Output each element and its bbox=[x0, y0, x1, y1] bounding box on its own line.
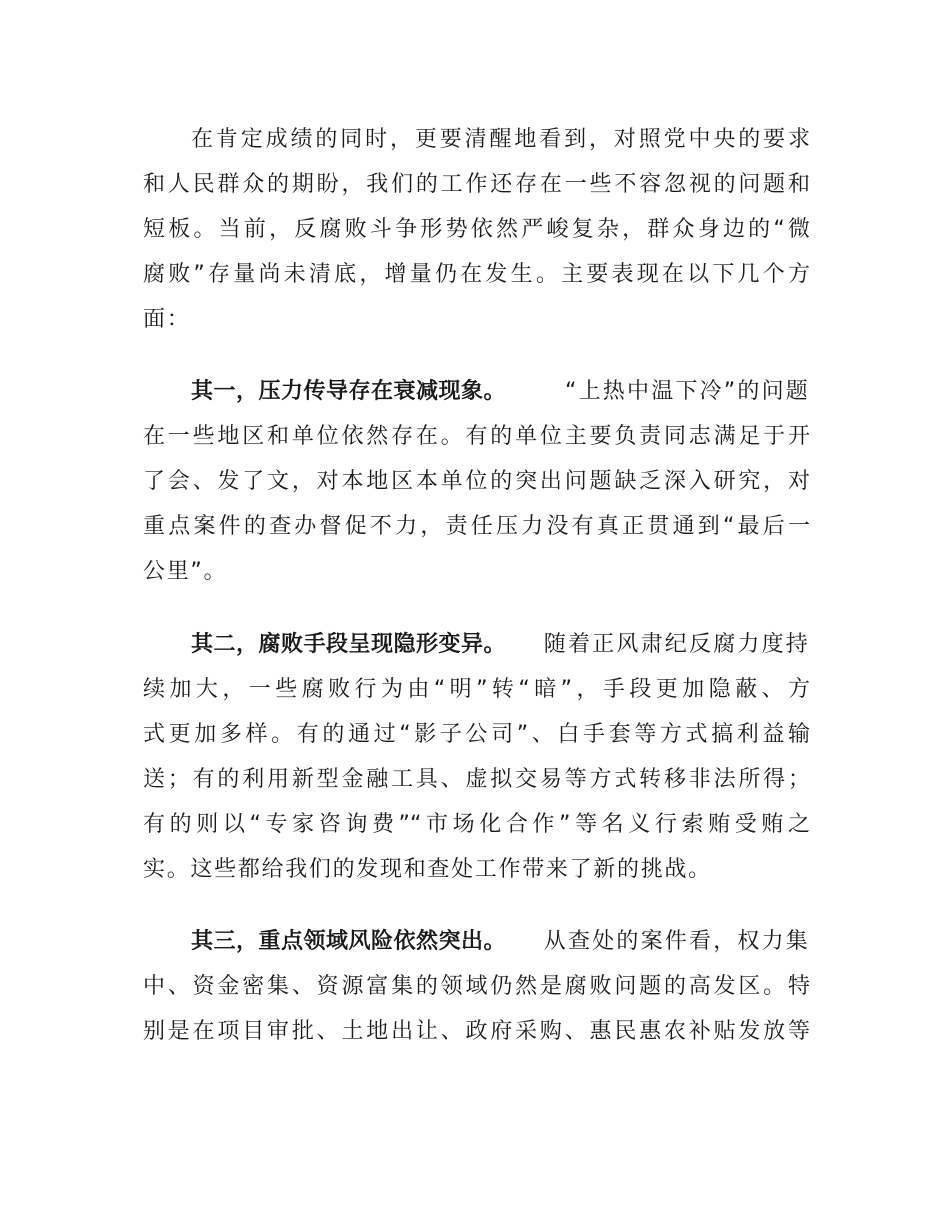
point-heading: 其一，压力传导存在衰减现象。 bbox=[191, 379, 507, 404]
text-line: 实。这些都给我们的发现和查处工作带来了新的挑战。 bbox=[143, 857, 712, 882]
text-line: 短板。当前，反腐败斗争形势依然严峻复杂，群众身边的“微 bbox=[143, 217, 810, 242]
text-line: 续加大，一些腐败行为由“明”转“暗”，手段更加隐蔽、方 bbox=[143, 677, 810, 702]
text-run: 从查处的案件看，权力集 bbox=[543, 929, 810, 954]
text-line: 式更加多样。有的通过“影子公司”、白手套等方式搞利益输 bbox=[143, 722, 810, 747]
text-line: 别是在项目审批、土地出让、政府采购、惠民惠农补贴发放等 bbox=[143, 1019, 810, 1044]
text-run: “上热中温下冷”的问题 bbox=[565, 379, 810, 404]
text-line: 在肯定成绩的同时，更要清醒地看到，对照党中央的要求 bbox=[191, 127, 810, 152]
text-line: 有的则以“专家咨询费”“市场化合作”等名义行索贿受贿之 bbox=[143, 812, 810, 837]
text-line: 重点案件的查办督促不力，责任压力没有真正贯通到“最后一 bbox=[143, 514, 810, 539]
text-line: 面： bbox=[143, 307, 191, 332]
text-line bbox=[191, 924, 810, 960]
text-line: 腐败”存量尚未清底，增量仍在发生。主要表现在以下几个方 bbox=[143, 262, 810, 287]
text-line bbox=[191, 627, 810, 663]
text-line: 送；有的利用新型金融工具、虚拟交易等方式转移非法所得； bbox=[143, 767, 810, 792]
text-line: 在一些地区和单位依然存在。有的单位主要负责同志满足于开 bbox=[143, 424, 810, 449]
text-line: 中、资金密集、资源富集的领域仍然是腐败问题的高发区。特 bbox=[143, 974, 810, 999]
text-line: 公里”。 bbox=[143, 559, 228, 584]
point-heading: 其三，重点领域风险依然突出。 bbox=[191, 929, 507, 954]
text-line: 了会、发了文，对本地区本单位的突出问题缺乏深入研究，对 bbox=[143, 469, 810, 494]
text-run: 随着正风肃纪反腐力度持 bbox=[543, 632, 810, 657]
point-heading: 其二，腐败手段呈现隐形变异。 bbox=[191, 632, 507, 657]
text-line: 和人民群众的期盼，我们的工作还存在一些不容忽视的问题和 bbox=[143, 172, 810, 197]
text-line bbox=[191, 374, 810, 410]
